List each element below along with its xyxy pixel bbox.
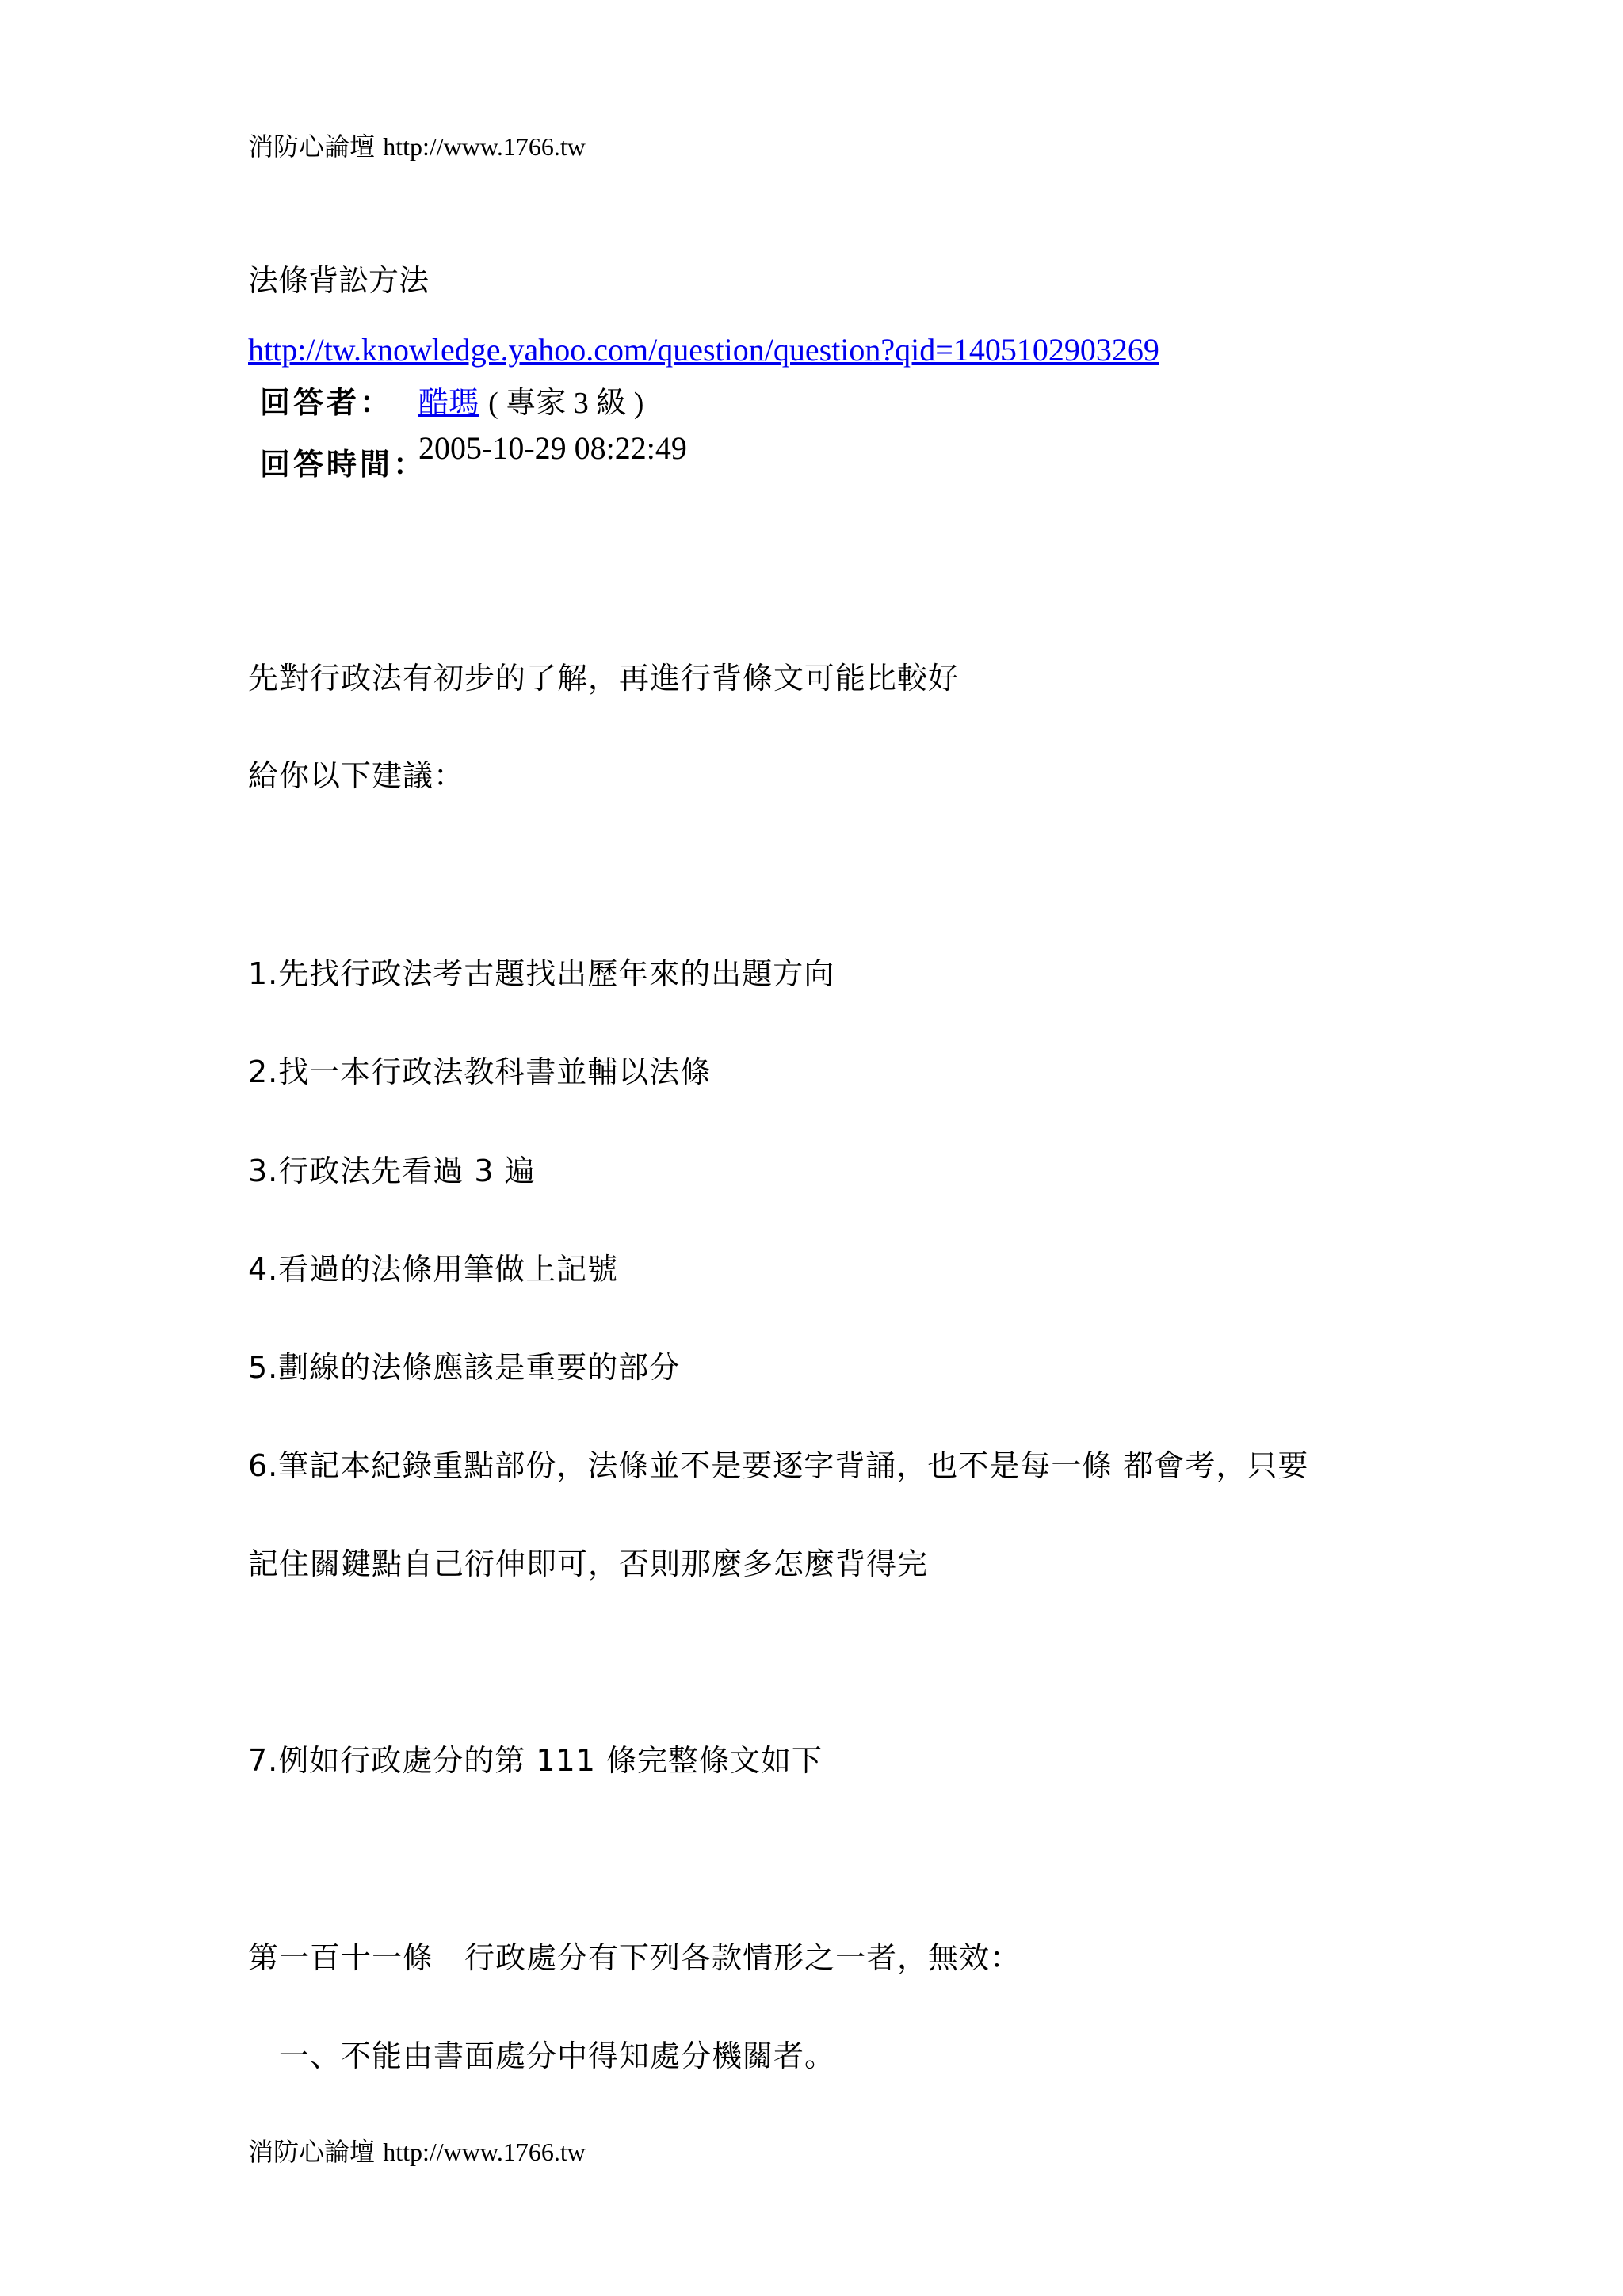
source-link[interactable]: http://tw.knowledge.yahoo.com/question/question?qid=1405102903269	[248, 332, 1159, 368]
answerer-info	[418, 383, 643, 422]
answerer-level: ( 專家 3 級 )	[488, 387, 644, 420]
answerer-name-link[interactable]: 酷瑪	[418, 385, 479, 420]
advice-item-6-continued: 記住關鍵點自己衍伸即可，否則那麼多怎麼背得完	[248, 1547, 929, 1581]
answerer-label: 回答者：	[260, 385, 394, 420]
header-site-name: 消防心論壇	[248, 132, 376, 162]
advice-item-3: 3.行政法先看過 3 遍	[248, 1154, 536, 1188]
advice-item-1: 1.先找行政法考古題找出歷年來的出題方向	[248, 956, 835, 991]
page-footer	[248, 2136, 586, 2168]
article-item-1: 一、不能由書面處分中得知處分機關者。	[248, 2039, 836, 2073]
footer-site-url: http://www.1766.tw	[383, 2138, 586, 2166]
advice-item-6: 6.筆記本紀錄重點部份，法條並不是要逐字背誦，也不是每一條 都會考，只要	[248, 1448, 1309, 1483]
footer-site-name: 消防心論壇	[248, 2137, 376, 2167]
answer-time-label: 回答時間：	[260, 447, 427, 482]
answer-time-value: 2005-10-29 08:22:49	[418, 430, 687, 466]
advice-item-5: 5.劃線的法條應該是重要的部分	[248, 1350, 681, 1385]
header-site-url: http://www.1766.tw	[383, 132, 586, 161]
advice-lead: 給你以下建議：	[248, 758, 465, 793]
advice-item-2: 2.找一本行政法教科書並輔以法條	[248, 1055, 712, 1089]
intro-paragraph: 先對行政法有初步的了解，再進行背條文可能比較好	[248, 661, 960, 696]
article-heading: 第一百十一條 行政處分有下列各款情形之一者，無效：	[248, 1940, 1022, 1975]
page-header	[248, 131, 586, 162]
example-intro: 7.例如行政處分的第 111 條完整條文如下	[248, 1743, 823, 1778]
document-title: 法條背訟方法	[248, 263, 430, 298]
advice-item-4: 4.看過的法條用筆做上記號	[248, 1252, 619, 1287]
